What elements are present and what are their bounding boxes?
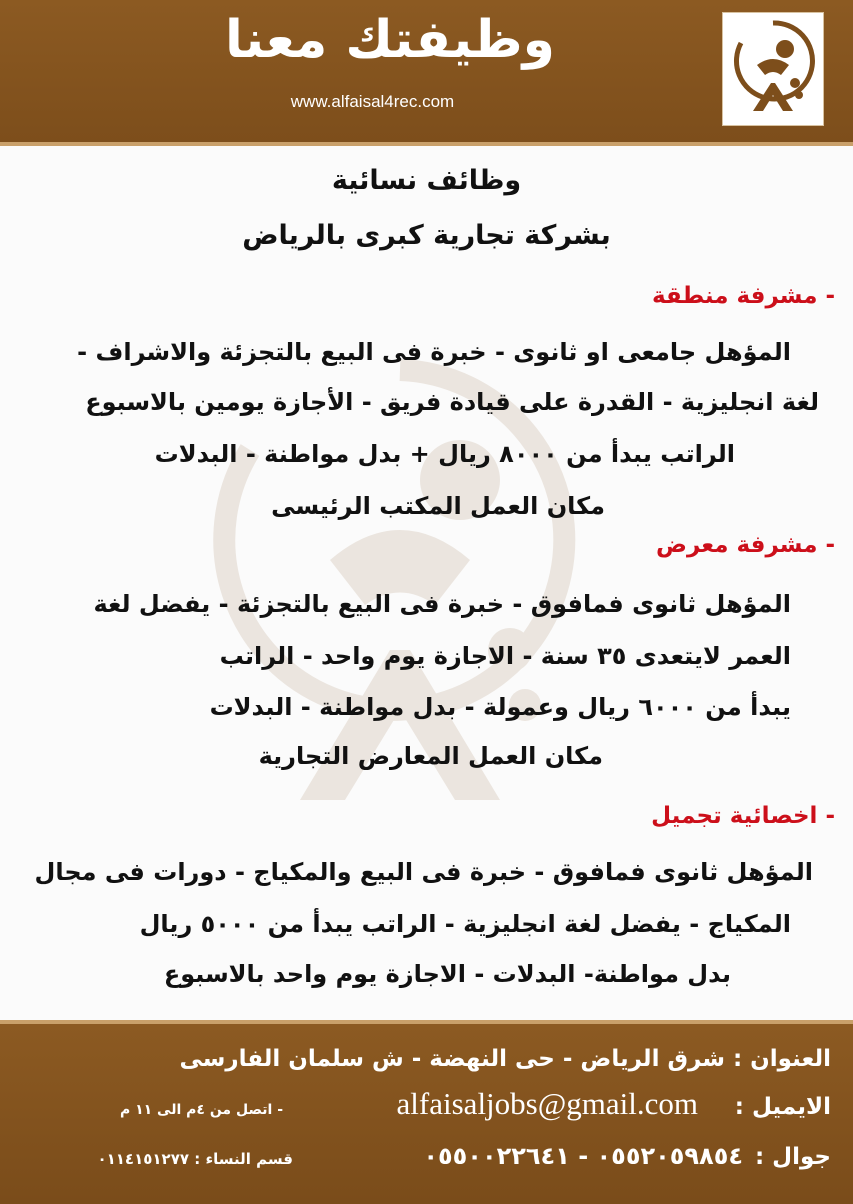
section-3-line-2: المكياج - يفضل لغة انجليزية - الراتب يبدأ من ٥٠٠٠ ريال: [139, 910, 791, 938]
section-title-showroom-supervisor: - مشرفة معرض: [656, 532, 835, 558]
headline-line-1: وظائف نسائية: [331, 165, 522, 196]
footer-hours: - اتصل من ٤م الى ١١ م: [119, 1102, 283, 1118]
footer-email-label: الايميل :: [734, 1094, 831, 1120]
footer-mobile-label: جوال :: [754, 1144, 831, 1170]
section-1-line-1: المؤهل جامعى او ثانوى - خبرة فى البيع بالتجزئة والاشراف -: [77, 338, 791, 366]
header-url[interactable]: www.alfaisal4rec.com: [290, 92, 455, 111]
footer-mobile-numbers[interactable]: ٠٥٥٢٠٥٩٨٥٤ - ٠٥٥٠٠٢٢٦٤١: [423, 1142, 743, 1170]
contact-footer: [0, 1020, 853, 1204]
footer-address: العنوان : شرق الرياض - حى النهضة - ش سلمان الفارسى: [179, 1046, 831, 1072]
headline-line-2: بشركة تجارية كبرى بالرياض: [242, 220, 611, 251]
header-banner: [0, 0, 853, 146]
section-title-area-supervisor: - مشرفة منطقة: [651, 283, 835, 309]
header-title: وظيفتك معنا: [224, 10, 555, 70]
logo-emblem-icon: [723, 13, 823, 125]
section-2-line-4: مكان العمل المعارض التجارية: [258, 742, 603, 770]
footer-women-section-phone[interactable]: قسم النساء : ٠١١٤١٥١٢٧٧: [97, 1150, 293, 1168]
company-logo: [722, 12, 824, 126]
section-3-line-3: بدل مواطنة- البدلات - الاجازة يوم واحد بالاسبوع: [163, 960, 731, 988]
section-2-line-1: المؤهل ثانوى فمافوق - خبرة فى البيع بالتجزئة - يفضل لغة: [93, 590, 791, 618]
section-1-line-4: مكان العمل المكتب الرئيسى: [271, 492, 605, 520]
section-2-line-2: العمر لايتعدى ٣٥ سنة - الاجازة يوم واحد - الراتب: [219, 642, 791, 670]
section-3-line-1: المؤهل ثانوى فمافوق - خبرة فى البيع والمكياج - دورات فى مجال: [34, 858, 813, 886]
section-1-line-3: الراتب يبدأ من ٨٠٠٠ ريال + بدل مواطنة - البدلات: [154, 440, 735, 468]
section-2-line-3: يبدأ من ٦٠٠٠ ريال وعمولة - بدل مواطنة - البدلات: [209, 693, 791, 721]
section-1-line-2: لغة انجليزية - القدرة على قيادة فريق - الأجازة يومين بالاسبوع: [85, 388, 819, 416]
footer-email[interactable]: alfaisaljobs@gmail.com: [396, 1086, 698, 1121]
section-title-beauty-specialist: - اخصائية تجميل: [651, 803, 835, 829]
